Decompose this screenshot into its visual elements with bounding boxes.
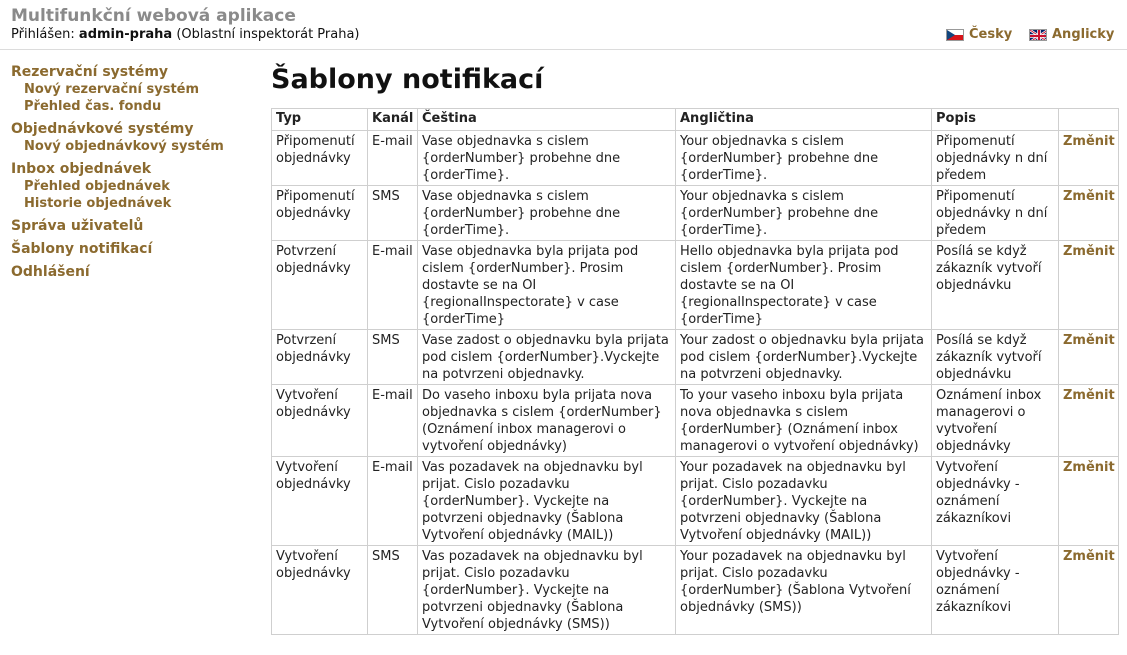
col-header-action bbox=[1059, 109, 1119, 131]
lang-czech-label: Česky bbox=[969, 27, 1013, 42]
table-row bbox=[272, 546, 1119, 635]
cell-action bbox=[1059, 385, 1119, 457]
col-header-anglictina: Angličtina bbox=[676, 109, 932, 131]
cell-typ: Vytvoření objednávky bbox=[272, 546, 368, 635]
zmenit-link[interactable]: Změnit bbox=[1063, 189, 1115, 204]
cell-anglictina: Your pozadavek na objednavku byl prijat. Cislo pozadavku {orderNumber} (Šablona Vytvoření objednávky (SMS)) bbox=[676, 546, 932, 635]
cell-cestina: Do vaseho inboxu byla prijata nova objednavka s cislem {orderNumber} (Oznámení inbox managerovi o vytvoření objednávky) bbox=[418, 385, 676, 457]
cell-kanal: E-mail bbox=[368, 385, 418, 457]
table-row bbox=[272, 457, 1119, 546]
cell-cestina: Vas pozadavek na objednavku byl prijat. Cislo pozadavku {orderNumber}. Vyckejte na potvrzeni objednavky (Šablona Vytvoření objednávky (SMS)) bbox=[418, 546, 676, 635]
cell-anglictina: Your zadost o objednavku byla prijata pod cislem {orderNumber}.Vyckejte na potvrzeni objednavky. bbox=[676, 330, 932, 385]
sidebar-item-sablony-notifikaci[interactable]: Šablony notifikací bbox=[11, 241, 153, 257]
cell-popis: Připomenutí objednávky n dní předem bbox=[932, 131, 1059, 186]
sidebar-item-prehled-objednavek[interactable]: Přehled objednávek bbox=[24, 179, 170, 194]
cell-typ: Vytvoření objednávky bbox=[272, 385, 368, 457]
sidebar-item-rezervacni-systemy[interactable]: Rezervační systémy bbox=[11, 64, 169, 80]
organization: (Oblastní inspektorát Praha) bbox=[176, 27, 360, 42]
cell-typ: Vytvoření objednávky bbox=[272, 457, 368, 546]
table-row bbox=[272, 131, 1119, 186]
cell-popis: Připomenutí objednávky n dní předem bbox=[932, 186, 1059, 241]
cell-typ: Potvrzení objednávky bbox=[272, 241, 368, 330]
cell-action bbox=[1059, 546, 1119, 635]
cell-anglictina: Your objednavka s cislem {orderNumber} probehne dne {orderTime}. bbox=[676, 186, 932, 241]
app-title: Multifunkční webová aplikace bbox=[11, 6, 296, 26]
cell-action bbox=[1059, 457, 1119, 546]
sidebar-item-novy-objednavkovy-system[interactable]: Nový objednávkový systém bbox=[24, 139, 224, 154]
zmenit-link[interactable]: Změnit bbox=[1063, 134, 1115, 149]
sidebar-item-prehled-cas-fondu[interactable]: Přehled čas. fondu bbox=[24, 99, 162, 114]
cell-kanal: SMS bbox=[368, 330, 418, 385]
cell-cestina: Vase objednavka byla prijata pod cislem {orderNumber}. Prosim dostavte se na OI {regionalInspectorate} v case {orderTime} bbox=[418, 241, 676, 330]
cell-popis: Vytvoření objednávky - oznámení zákazníkovi bbox=[932, 546, 1059, 635]
sidebar-nav bbox=[11, 64, 251, 281]
cell-kanal: SMS bbox=[368, 546, 418, 635]
col-header-typ: Typ bbox=[272, 109, 368, 131]
cell-anglictina: To your vaseho inboxu byla prijata nova objednavka s cislem {orderNumber} (Oznámení inbox managerovi o vytvoření objednávky) bbox=[676, 385, 932, 457]
zmenit-link[interactable]: Změnit bbox=[1063, 460, 1115, 475]
cell-kanal: SMS bbox=[368, 186, 418, 241]
page-title: Šablony notifikací bbox=[271, 64, 544, 95]
cell-typ: Připomenutí objednávky bbox=[272, 186, 368, 241]
sidebar-item-odhlaseni[interactable]: Odhlášení bbox=[11, 264, 90, 280]
cell-cestina: Vase objednavka s cislem {orderNumber} probehne dne {orderTime}. bbox=[418, 186, 676, 241]
cell-action bbox=[1059, 330, 1119, 385]
zmenit-link[interactable]: Změnit bbox=[1063, 549, 1115, 564]
zmenit-link[interactable]: Změnit bbox=[1063, 333, 1115, 348]
cell-action bbox=[1059, 131, 1119, 186]
cell-kanal: E-mail bbox=[368, 241, 418, 330]
cell-popis: Oznámení inbox managerovi o vytvoření objednávky bbox=[932, 385, 1059, 457]
col-header-kanal: Kanál bbox=[368, 109, 418, 131]
cell-kanal: E-mail bbox=[368, 131, 418, 186]
sidebar-item-inbox-objednavek[interactable]: Inbox objednávek bbox=[11, 161, 152, 177]
cell-action bbox=[1059, 186, 1119, 241]
cell-popis: Posílá se když zákazník vytvoří objednávku bbox=[932, 330, 1059, 385]
cell-cestina: Vase objednavka s cislem {orderNumber} probehne dne {orderTime}. bbox=[418, 131, 676, 186]
login-prefix: Přihlášen: bbox=[11, 27, 75, 42]
table-row bbox=[272, 186, 1119, 241]
login-info bbox=[11, 27, 360, 42]
cell-anglictina: Your objednavka s cislem {orderNumber} probehne dne {orderTime}. bbox=[676, 131, 932, 186]
cell-anglictina: Hello objednavka byla prijata pod cislem {orderNumber}. Prosim dostavte se na OI {regionalInspectorate} v case {orderTime} bbox=[676, 241, 932, 330]
sidebar-item-sprava-uzivatelu[interactable]: Správa uživatelů bbox=[11, 218, 144, 234]
lang-czech-link[interactable] bbox=[946, 27, 1012, 42]
table-row bbox=[272, 385, 1119, 457]
cell-kanal: E-mail bbox=[368, 457, 418, 546]
cell-popis: Vytvoření objednávky - oznámení zákazníkovi bbox=[932, 457, 1059, 546]
czech-flag-icon bbox=[946, 29, 964, 41]
table-header-row bbox=[272, 109, 1119, 131]
cell-action bbox=[1059, 241, 1119, 330]
lang-english-label: Anglicky bbox=[1052, 27, 1115, 42]
cell-anglictina: Your pozadavek na objednavku byl prijat. Cislo pozadavku {orderNumber}. Vyckejte na potvrzeni objednavky (Šablona Vytvoření objednávky (MAIL)) bbox=[676, 457, 932, 546]
table-row bbox=[272, 330, 1119, 385]
username: admin-praha bbox=[78, 27, 173, 42]
cell-cestina: Vase zadost o objednavku byla prijata pod cislem {orderNumber}.Vyckejte na potvrzeni objednavky. bbox=[418, 330, 676, 385]
main-content bbox=[271, 62, 1118, 635]
cell-typ: Potvrzení objednávky bbox=[272, 330, 368, 385]
templates-table bbox=[271, 108, 1119, 635]
cell-typ: Připomenutí objednávky bbox=[272, 131, 368, 186]
col-header-cestina: Čeština bbox=[418, 109, 676, 131]
cell-cestina: Vas pozadavek na objednavku byl prijat. Cislo pozadavku {orderNumber}. Vyckejte na potvrzeni objednavky (Šablona Vytvoření objednávky (MAIL)) bbox=[418, 457, 676, 546]
sidebar-item-novy-rezervacni-system[interactable]: Nový rezervační systém bbox=[24, 82, 200, 97]
zmenit-link[interactable]: Změnit bbox=[1063, 244, 1115, 259]
header bbox=[0, 0, 1127, 50]
col-header-popis: Popis bbox=[932, 109, 1059, 131]
sidebar-item-objednavkove-systemy[interactable]: Objednávkové systémy bbox=[11, 121, 194, 137]
cell-popis: Posílá se když zákazník vytvoří objednávku bbox=[932, 241, 1059, 330]
uk-flag-icon bbox=[1029, 29, 1047, 41]
sidebar-item-historie-objednavek[interactable]: Historie objednávek bbox=[24, 196, 172, 211]
lang-english-link[interactable] bbox=[1029, 27, 1114, 42]
zmenit-link[interactable]: Změnit bbox=[1063, 388, 1115, 403]
table-row bbox=[272, 241, 1119, 330]
